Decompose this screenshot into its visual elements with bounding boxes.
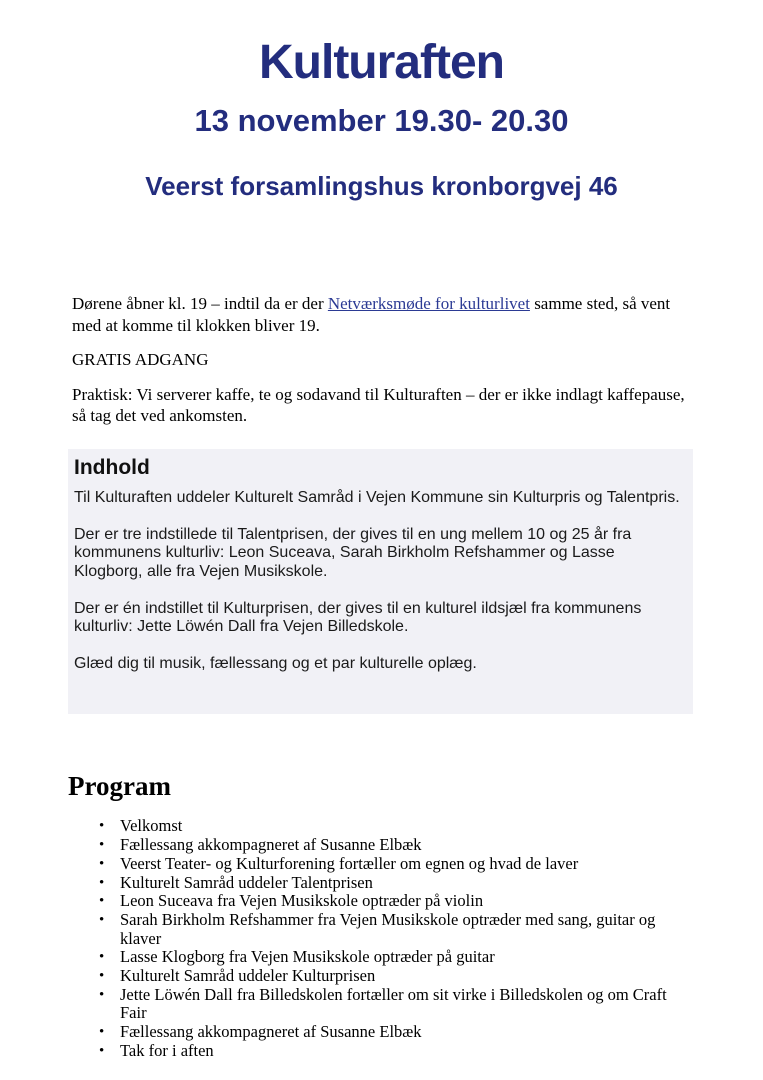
program-item: • Lasse Klogborg fra Vejen Musikskole optræder på guitar xyxy=(120,948,690,967)
program-item: • Leon Suceava fra Vejen Musikskole optræder på violin xyxy=(120,892,690,911)
practical-note: Praktisk: Vi serverer kaffe, te og sodavand til Kulturaften – der er ikke indlagt kaffepause, så tag det ved ankomsten. xyxy=(72,384,685,426)
doors-open-text-after: samme sted, så vent med at komme til klokken bliver 19. xyxy=(72,294,671,335)
free-admission-note: GRATIS ADGANG xyxy=(72,350,209,370)
page-title: Kulturaften xyxy=(259,36,504,89)
indhold-paragraph: Glæd dig til musik, fællessang og et par kulturelle oplæg. xyxy=(74,655,477,673)
program-item: • Tak for i aften xyxy=(120,1042,690,1061)
indhold-paragraph: Der er én indstillet til Kulturprisen, der gives til en kulturel ildsjæl fra kommunens kulturliv: Jette Löwén Dall fra Vejen Billedskole. xyxy=(74,599,642,636)
indhold-heading: Indhold xyxy=(74,455,150,479)
program-item: • Fællessang akkompagneret af Susanne Elbæk xyxy=(120,1023,690,1042)
indhold-section xyxy=(68,449,693,714)
masthead xyxy=(0,0,763,201)
program-item: • Sarah Birkholm Refshammer fra Vejen Musikskole optræder med sang, guitar og klaver xyxy=(120,911,690,948)
program-item: • Velkomst xyxy=(120,817,690,836)
program-item: • Veerst Teater- og Kulturforening fortæller om egnen og hvad de laver xyxy=(120,855,690,874)
doors-open-text-before: Dørene åbner kl. 19 – indtil da er der xyxy=(72,294,328,314)
program-item: • Fællessang akkompagneret af Susanne Elbæk xyxy=(120,836,690,855)
program-item: • Kulturelt Samråd uddeler Kulturprisen xyxy=(120,967,690,986)
program-item: • Jette Löwén Dall fra Billedskolen fortæller om sit virke i Billedskolen og om Craft Fair xyxy=(120,986,690,1023)
program-list xyxy=(68,817,690,1060)
doors-open-paragraph xyxy=(72,293,690,336)
event-datetime: 13 november 19.30- 20.30 xyxy=(194,103,569,139)
indhold-paragraph: Til Kulturaften uddeler Kulturelt Samråd i Vejen Kommune sin Kulturpris og Talentpris. xyxy=(74,488,680,506)
indhold-paragraph: Der er tre indstillede til Talentprisen, der gives til en ung mellem 10 og 25 år fra kommunens kulturliv: Leon Suceava, Sarah Birkholm Refshammer og Lasse Klogborg, alle fra Vejen Musikskole. xyxy=(74,525,632,580)
program-section xyxy=(68,772,690,1061)
network-meeting-link[interactable]: Netværksmøde for kulturlivet xyxy=(327,294,530,314)
intro-section xyxy=(72,293,690,427)
event-venue: Veerst forsamlingshus kronborgvej 46 xyxy=(145,171,618,202)
program-item: • Kulturelt Samråd uddeler Talentprisen xyxy=(120,874,690,893)
program-heading: Program xyxy=(68,770,171,801)
